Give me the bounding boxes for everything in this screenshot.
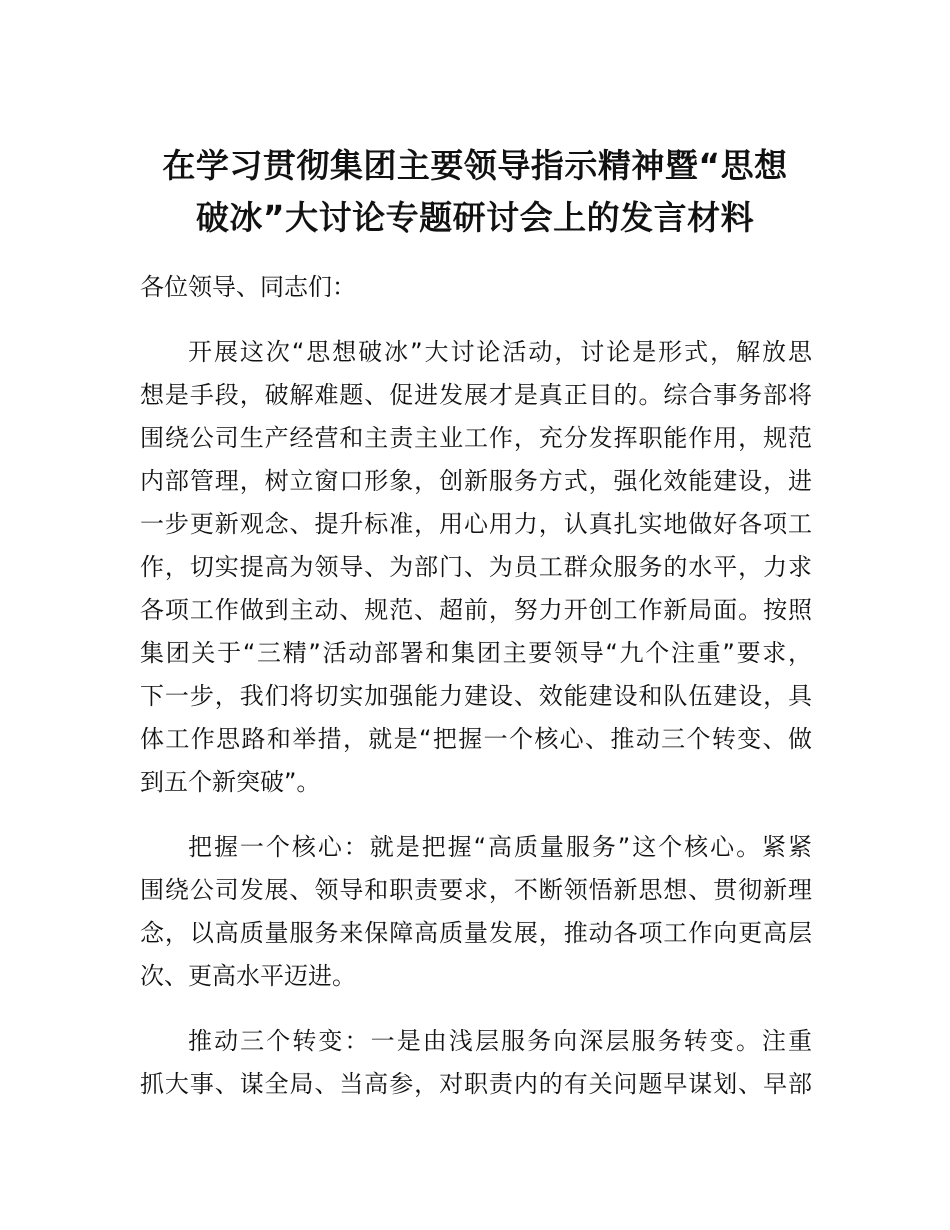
paragraph-transformations bbox=[140, 1020, 812, 1106]
title-line-1: 在学习贯彻集团主要领导指示精神暨“思想 bbox=[162, 146, 788, 185]
paragraph-line: 到五个新突破”。 bbox=[140, 768, 321, 796]
paragraph-line: 开展这次“思想破冰”大讨论活动，讨论是形式，解放思 bbox=[188, 338, 812, 366]
paragraph-line: 内部管理，树立窗口形象，创新服务方式，强化效能建设，进 bbox=[140, 467, 812, 495]
paragraph-line: 念，以高质量服务来保障高质量发展，推动各项工作向更高层 bbox=[140, 919, 812, 947]
paragraph-line: 作，切实提高为领导、为部门、为员工群众服务的水平，力求 bbox=[140, 553, 812, 581]
title-line-2: 破冰”大讨论专题研讨会上的发言材料 bbox=[195, 198, 755, 237]
salutation: 各位领导、同志们： bbox=[140, 273, 356, 301]
paragraph-line: 围绕公司生产经营和主责主业工作，充分发挥职能作用，规范 bbox=[140, 424, 812, 452]
paragraph-line: 抓大事、谋全局、当高参，对职责内的有关问题早谋划、早部 bbox=[140, 1070, 812, 1098]
paragraph-line: 次、更高水平迈进。 bbox=[140, 962, 356, 990]
paragraph-line: 下一步，我们将切实加强能力建设、效能建设和队伍建设，具 bbox=[140, 682, 812, 710]
paragraph-line: 想是手段，破解难题、促进发展才是真正目的。综合事务部将 bbox=[140, 381, 812, 409]
paragraph-line: 把握一个核心：就是把握“高质量服务”这个核心。紧紧 bbox=[188, 833, 812, 861]
paragraph-line: 围绕公司发展、领导和职责要求，不断领悟新思想、贯彻新理 bbox=[140, 876, 812, 904]
document-title bbox=[140, 140, 810, 244]
paragraph-line: 集团关于“三精”活动部署和集团主要领导“九个注重”要求， bbox=[140, 639, 812, 667]
paragraph-intro bbox=[140, 331, 812, 804]
paragraph-line: 一步更新观念、提升标准，用心用力，认真扎实地做好各项工 bbox=[140, 510, 812, 538]
paragraph-line: 体工作思路和举措，就是“把握一个核心、推动三个转变、做 bbox=[140, 725, 812, 753]
document-body bbox=[140, 266, 812, 1128]
paragraph-core bbox=[140, 826, 812, 998]
paragraph-line: 推动三个转变：一是由浅层服务向深层服务转变。注重 bbox=[188, 1027, 812, 1055]
paragraph-line: 各项工作做到主动、规范、超前，努力开创工作新局面。按照 bbox=[140, 596, 812, 624]
